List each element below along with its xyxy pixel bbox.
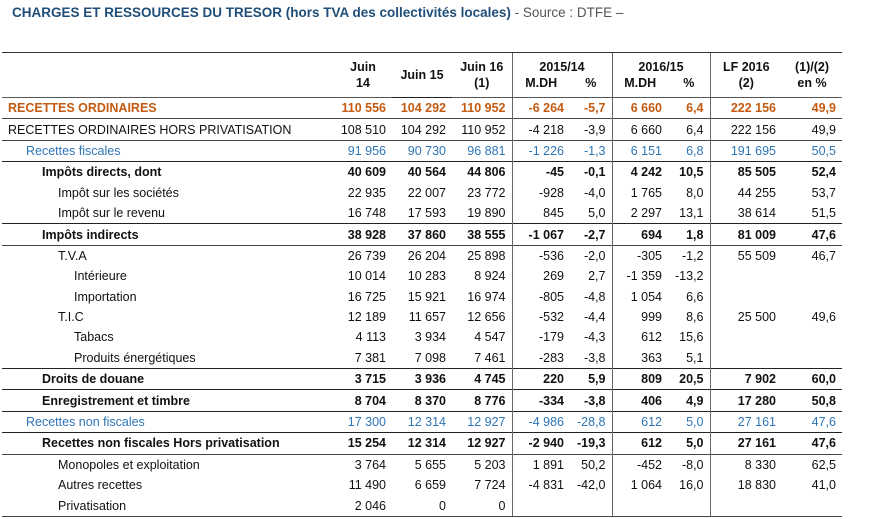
cell-var1514-mdh: -928 <box>512 183 570 203</box>
cell-var1615-mdh: 612 <box>612 433 668 454</box>
cell-juin14: 4 113 <box>355 330 386 345</box>
cell-var1615-pct: 1,8 <box>668 224 710 245</box>
cell-var1615-mdh: 406 <box>612 390 668 411</box>
cell-juin16: 12 927 <box>452 433 512 454</box>
cell-juin15: 17 593 <box>407 206 446 221</box>
table-row <box>2 348 842 369</box>
table-row <box>2 245 842 266</box>
cell-var1514-mdh: -536 <box>512 245 570 266</box>
cell-juin16: 8 924 <box>474 269 506 284</box>
cell-juin16: 110 952 <box>452 119 512 140</box>
cell-var1514-pct: -4,0 <box>583 185 606 200</box>
cell-juin15: 3 934 <box>414 330 446 345</box>
cell-ratio: 47,6 <box>782 411 842 432</box>
cell-var1615-mdh: -305 <box>612 245 668 266</box>
cell-ratio: 50,8 <box>782 390 842 411</box>
cell-var1514-mdh: -179 <box>512 327 570 347</box>
header-juin14: Juin <box>334 53 392 76</box>
cell-juin16: 5 203 <box>452 454 512 475</box>
cell-var1615-pct: 16,0 <box>679 478 704 493</box>
cell-juin16: 12 656 <box>467 310 506 325</box>
cell-var1615-pct: -8,0 <box>668 454 710 475</box>
cell-var1514-mdh: -805 <box>512 287 570 307</box>
cell-lf2016: 17 280 <box>710 390 782 411</box>
cell-juin14: 12 189 <box>347 310 386 325</box>
cell-juin15: 40 564 <box>392 162 452 183</box>
header-juin16-ref: (1) <box>452 75 512 98</box>
cell-var1615-mdh: 1 054 <box>612 287 668 307</box>
cell-var1615-pct: 4,9 <box>668 390 710 411</box>
cell-var1615-mdh: 612 <box>612 411 668 432</box>
cell-var1514-mdh: -283 <box>512 348 570 369</box>
cell-juin16: 38 555 <box>452 224 512 245</box>
row-label: Impôt sur le revenu <box>58 206 165 221</box>
cell-var1514-pct: -19,3 <box>570 433 612 454</box>
cell-var1615-mdh: 999 <box>612 307 668 327</box>
row-label: Recettes non fiscales Hors privatisation <box>2 433 334 454</box>
cell-juin14: 108 510 <box>334 119 392 140</box>
cell-juin14: 16 725 <box>347 289 386 304</box>
cell-juin15: 5 655 <box>392 454 452 475</box>
cell-var1615-pct: 10,5 <box>668 162 710 183</box>
cell-juin15: 3 936 <box>392 369 452 390</box>
cell-lf2016: 38 614 <box>710 203 782 224</box>
cell-lf2016: 55 509 <box>710 245 782 266</box>
cell-var1514-pct: -28,8 <box>570 411 612 432</box>
cell-juin16: 23 772 <box>467 185 506 200</box>
cell-juin15: 10 283 <box>407 269 446 284</box>
cell-var1514-pct: 5,9 <box>570 369 612 390</box>
row-label: Impôts directs, dont <box>2 162 334 183</box>
header-g2-mdh: M.DH <box>612 75 668 98</box>
cell-var1615-mdh: 6 151 <box>612 140 668 161</box>
cell-var1514-mdh: -4 831 <box>512 475 570 495</box>
row-label: RECETTES ORDINAIRES HORS PRIVATISATION <box>2 119 334 140</box>
header-juin16: Juin 16 <box>452 53 512 76</box>
table-row <box>2 183 842 203</box>
row-label: Droits de douane <box>2 369 334 390</box>
cell-var1615-mdh: 6 660 <box>612 119 668 140</box>
cell-var1615-mdh: 1 765 <box>612 183 668 203</box>
table-row <box>2 140 842 161</box>
cell-lf2016: 191 695 <box>710 140 782 161</box>
cell-juin15: 90 730 <box>392 140 452 161</box>
cell-var1514-pct: -3,8 <box>570 390 612 411</box>
cell-lf2016: 85 505 <box>710 162 782 183</box>
cell-juin15: 7 098 <box>414 350 446 365</box>
cell-var1514-pct: -0,1 <box>570 162 612 183</box>
row-label: Monopoles et exploitation <box>2 454 334 475</box>
cell-ratio: 49,6 <box>811 310 836 325</box>
cell-var1514-mdh: 1 891 <box>512 454 570 475</box>
row-label: Enregistrement et timbre <box>2 390 334 411</box>
cell-juin16: 19 890 <box>467 206 506 221</box>
cell-juin15: 22 007 <box>407 185 446 200</box>
cell-juin16: 44 806 <box>452 162 512 183</box>
row-label: Impôt sur les sociétés <box>58 185 179 200</box>
cell-juin15: 104 292 <box>392 98 452 119</box>
cell-ratio: 62,5 <box>782 454 842 475</box>
cell-var1514-pct <box>570 495 612 516</box>
header-lf2016: LF 2016 <box>710 53 782 76</box>
cell-var1615-pct: 20,5 <box>668 369 710 390</box>
cell-var1615-pct: 6,4 <box>668 98 710 119</box>
header-g2-pct: % <box>668 75 710 98</box>
cell-var1514-pct: -4,4 <box>583 310 606 325</box>
cell-juin16: 12 927 <box>452 411 512 432</box>
cell-var1615-mdh: -1 359 <box>612 266 668 286</box>
cell-lf2016 <box>710 327 782 347</box>
cell-ratio: 47,6 <box>782 433 842 454</box>
page-title <box>12 2 872 24</box>
cell-juin14: 40 609 <box>334 162 392 183</box>
table-source: - Source : DTFE – <box>510 5 624 20</box>
row-label: Privatisation <box>2 495 334 516</box>
row-label: T.I.C <box>58 310 84 325</box>
cell-juin14: 110 556 <box>334 98 392 119</box>
cell-var1514-mdh <box>512 495 570 516</box>
cell-var1514-pct: -5,7 <box>570 98 612 119</box>
header-label-cell <box>2 53 334 76</box>
cell-var1615-mdh: 363 <box>612 348 668 369</box>
row-label: Produits énergétiques <box>74 350 196 365</box>
cell-var1615-pct: -13,2 <box>675 269 704 284</box>
cell-lf2016: 222 156 <box>710 119 782 140</box>
cell-juin15: 6 659 <box>414 478 446 493</box>
cell-var1615-mdh: 612 <box>612 327 668 347</box>
cell-lf2016 <box>710 266 782 286</box>
header-label-cell-2 <box>2 75 334 98</box>
cell-juin16: 110 952 <box>452 98 512 119</box>
cell-var1514-pct: -2,7 <box>570 224 612 245</box>
cell-var1514-pct: 5,0 <box>588 206 606 221</box>
cell-var1514-pct: -3,8 <box>583 350 606 365</box>
cell-ratio <box>782 287 842 307</box>
cell-var1615-mdh: 2 297 <box>612 203 668 224</box>
cell-var1615-pct: 6,6 <box>686 289 704 304</box>
cell-juin15: 37 860 <box>392 224 452 245</box>
cell-ratio: 60,0 <box>782 369 842 390</box>
cell-juin15: 11 657 <box>408 310 446 325</box>
row-label: Intérieure <box>74 269 127 284</box>
cell-juin14: 38 928 <box>334 224 392 245</box>
cell-ratio: 49,9 <box>782 98 842 119</box>
cell-juin14: 15 254 <box>334 433 392 454</box>
cell-juin14: 8 704 <box>334 390 392 411</box>
cell-lf2016 <box>710 348 782 369</box>
cell-ratio <box>782 266 842 286</box>
header-2015-14: 2015/14 <box>512 53 612 76</box>
table-row <box>2 287 842 307</box>
cell-var1615-pct: 13,1 <box>679 206 704 221</box>
cell-ratio: 47,6 <box>782 224 842 245</box>
cell-var1615-mdh: 1 064 <box>612 475 668 495</box>
cell-var1514-pct: -4,3 <box>583 330 606 345</box>
row-label: Autres recettes <box>58 478 143 493</box>
cell-juin16: 16 974 <box>467 289 506 304</box>
cell-juin16: 96 881 <box>452 140 512 161</box>
cell-var1615-pct: 5,0 <box>668 411 710 432</box>
cell-lf2016: 27 161 <box>710 411 782 432</box>
cell-ratio: 41,0 <box>811 478 836 493</box>
header-row-1 <box>2 53 842 76</box>
row-label: Recettes fiscales <box>2 140 334 161</box>
cell-juin15: 0 <box>392 495 452 516</box>
cell-var1514-mdh: 220 <box>512 369 570 390</box>
cell-var1615-pct <box>668 495 710 516</box>
cell-juin14: 2 046 <box>334 495 392 516</box>
cell-var1514-pct: 50,2 <box>570 454 612 475</box>
cell-var1514-pct: -2,0 <box>570 245 612 266</box>
table-row <box>2 266 842 286</box>
cell-var1514-mdh: -1 226 <box>512 140 570 161</box>
cell-var1615-mdh: 4 242 <box>612 162 668 183</box>
cell-lf2016 <box>710 287 782 307</box>
cell-ratio <box>782 327 842 347</box>
treasury-table <box>2 52 842 517</box>
header-juin14-year: 14 <box>334 75 392 98</box>
row-label: Impôts indirects <box>2 224 334 245</box>
table-row <box>2 224 842 245</box>
table-row <box>2 433 842 454</box>
table-title: CHARGES ET RESSOURCES DU TRESOR (hors TVA des collectivités locales) <box>12 5 511 20</box>
cell-ratio <box>782 495 842 516</box>
cell-juin16: 7 461 <box>474 350 506 365</box>
row-label: Tabacs <box>74 330 114 345</box>
cell-var1615-pct: 6,8 <box>668 140 710 161</box>
cell-ratio <box>782 348 842 369</box>
cell-juin16: 7 724 <box>474 478 506 493</box>
table-row <box>2 98 842 119</box>
cell-juin15: 12 314 <box>392 411 452 432</box>
cell-lf2016: 7 902 <box>710 369 782 390</box>
cell-juin15: 15 921 <box>407 289 446 304</box>
cell-var1615-mdh: 809 <box>612 369 668 390</box>
cell-lf2016 <box>710 495 782 516</box>
cell-juin15: 104 292 <box>392 119 452 140</box>
cell-juin14: 11 490 <box>348 478 386 493</box>
cell-juin16: 4 547 <box>474 330 506 345</box>
cell-juin15: 26 204 <box>392 245 452 266</box>
cell-var1615-pct: 5,1 <box>686 350 704 365</box>
table-row <box>2 307 842 327</box>
cell-var1615-pct: 8,6 <box>686 310 704 325</box>
cell-var1615-mdh <box>612 495 668 516</box>
cell-ratio: 46,7 <box>782 245 842 266</box>
cell-ratio: 52,4 <box>782 162 842 183</box>
cell-juin16: 8 776 <box>452 390 512 411</box>
cell-juin16: 25 898 <box>452 245 512 266</box>
cell-ratio: 49,9 <box>782 119 842 140</box>
table-row <box>2 454 842 475</box>
header-g1-pct: % <box>570 75 612 98</box>
cell-juin14: 10 014 <box>347 269 386 284</box>
cell-var1514-mdh: -45 <box>512 162 570 183</box>
cell-var1615-pct: 8,0 <box>686 185 704 200</box>
cell-var1615-mdh: 694 <box>612 224 668 245</box>
cell-ratio: 51,5 <box>811 206 836 221</box>
cell-lf2016: 27 161 <box>710 433 782 454</box>
cell-lf2016: 18 830 <box>710 475 782 495</box>
cell-juin15: 8 370 <box>392 390 452 411</box>
cell-juin16: 0 <box>452 495 512 516</box>
row-label: T.V.A <box>2 245 334 266</box>
cell-var1615-pct: 15,6 <box>679 330 704 345</box>
table-row <box>2 390 842 411</box>
cell-juin14: 91 956 <box>334 140 392 161</box>
header-juin15: Juin 15 <box>392 53 452 98</box>
table-row <box>2 369 842 390</box>
cell-juin14: 26 739 <box>334 245 392 266</box>
cell-juin14: 3 715 <box>334 369 392 390</box>
cell-var1514-pct: -42,0 <box>577 478 606 493</box>
table-row <box>2 203 842 224</box>
cell-var1615-pct: 6,4 <box>668 119 710 140</box>
cell-var1514-mdh: -2 940 <box>512 433 570 454</box>
cell-var1514-pct: -1,3 <box>570 140 612 161</box>
cell-juin14: 3 764 <box>334 454 392 475</box>
cell-lf2016: 8 330 <box>710 454 782 475</box>
cell-juin14: 17 300 <box>334 411 392 432</box>
row-label: Recettes non fiscales <box>2 411 334 432</box>
cell-lf2016: 25 500 <box>710 307 782 327</box>
cell-var1514-mdh: -4 218 <box>512 119 570 140</box>
cell-var1615-pct: 5,0 <box>668 433 710 454</box>
table-row <box>2 495 842 516</box>
cell-var1514-mdh: -6 264 <box>512 98 570 119</box>
cell-var1514-mdh: -1 067 <box>512 224 570 245</box>
cell-ratio: 53,7 <box>811 185 836 200</box>
cell-lf2016: 44 255 <box>710 183 782 203</box>
cell-var1615-pct: -1,2 <box>668 245 710 266</box>
cell-juin16: 4 745 <box>452 369 512 390</box>
header-ratio-unit: en % <box>782 75 842 98</box>
table-row <box>2 119 842 140</box>
cell-juin14: 16 748 <box>347 206 386 221</box>
cell-var1514-mdh: -532 <box>512 307 570 327</box>
cell-juin15: 12 314 <box>392 433 452 454</box>
row-label: Importation <box>74 289 137 304</box>
cell-var1514-mdh: -334 <box>512 390 570 411</box>
cell-var1514-mdh: -4 986 <box>512 411 570 432</box>
header-ratio: (1)/(2) <box>782 53 842 76</box>
cell-var1514-pct: -3,9 <box>570 119 612 140</box>
cell-lf2016: 222 156 <box>710 98 782 119</box>
cell-ratio: 50,5 <box>782 140 842 161</box>
cell-var1514-mdh: 845 <box>512 203 570 224</box>
cell-lf2016: 81 009 <box>710 224 782 245</box>
header-2016-15: 2016/15 <box>612 53 710 76</box>
table-row <box>2 475 842 495</box>
row-label: RECETTES ORDINAIRES <box>2 98 334 119</box>
cell-var1615-mdh: 6 660 <box>612 98 668 119</box>
table-row <box>2 411 842 432</box>
cell-var1514-pct: -4,8 <box>583 289 606 304</box>
cell-var1514-mdh: 269 <box>512 266 570 286</box>
cell-juin14: 22 935 <box>347 185 386 200</box>
cell-var1615-mdh: -452 <box>612 454 668 475</box>
cell-juin14: 7 381 <box>354 350 386 365</box>
table-row <box>2 162 842 183</box>
header-g1-mdh: M.DH <box>512 75 570 98</box>
table-row <box>2 327 842 347</box>
header-lf-ref: (2) <box>710 75 782 98</box>
cell-var1514-pct: 2,7 <box>588 269 606 284</box>
